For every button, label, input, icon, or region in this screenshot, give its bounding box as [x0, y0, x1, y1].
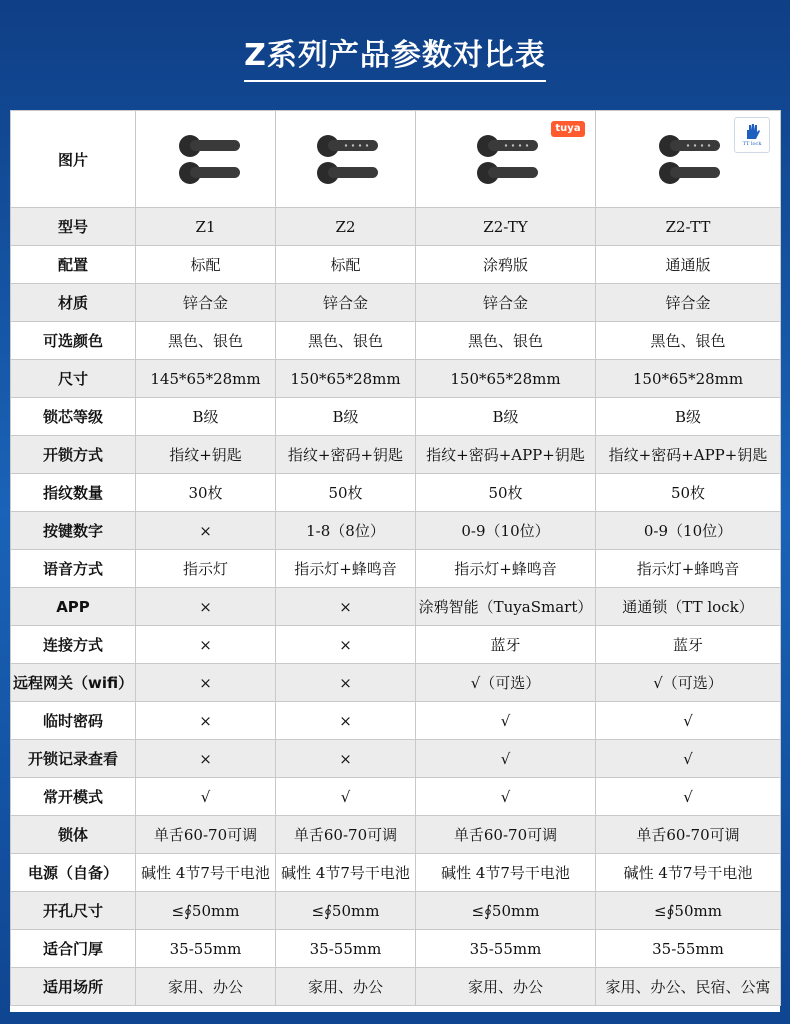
table-cell: × — [276, 740, 416, 778]
table-cell: √ — [596, 702, 781, 740]
row-label: 型号 — [11, 208, 136, 246]
table-cell: 指示灯+蜂鸣音 — [416, 550, 596, 588]
table-row — [11, 968, 781, 1006]
table-row — [11, 702, 781, 740]
row-label: 按键数字 — [11, 512, 136, 550]
table-cell: 150*65*28mm — [596, 360, 781, 398]
table-cell: 指纹+密码+钥匙 — [276, 436, 416, 474]
table-cell: × — [276, 702, 416, 740]
row-label: 电源（自备） — [11, 854, 136, 892]
table-cell: ≤∮50mm — [136, 892, 276, 930]
row-label: 材质 — [11, 284, 136, 322]
table-cell: 通通版 — [596, 246, 781, 284]
table-cell: 锌合金 — [136, 284, 276, 322]
table-cell: × — [136, 740, 276, 778]
table-row — [11, 436, 781, 474]
table-cell: √ — [276, 778, 416, 816]
row-label: APP — [11, 588, 136, 626]
table-row — [11, 816, 781, 854]
row-label: 锁芯等级 — [11, 398, 136, 436]
table-row — [11, 284, 781, 322]
table-cell: 指示灯+蜂鸣音 — [596, 550, 781, 588]
row-label: 临时密码 — [11, 702, 136, 740]
table-cell: 标配 — [276, 246, 416, 284]
table-cell: 通通锁（TT lock） — [596, 588, 781, 626]
table-cell: 指纹+钥匙 — [136, 436, 276, 474]
product-image-z2-tt — [596, 111, 781, 208]
table-cell: 黑色、银色 — [596, 322, 781, 360]
table-row — [11, 854, 781, 892]
table-cell: 35-55mm — [416, 930, 596, 968]
table-cell: × — [276, 588, 416, 626]
lever-handle-keypad-icon — [466, 129, 546, 189]
row-label: 开孔尺寸 — [11, 892, 136, 930]
table-cell: 单舌60-70可调 — [276, 816, 416, 854]
table-cell: 黑色、银色 — [136, 322, 276, 360]
table-cell: 指纹+密码+APP+钥匙 — [596, 436, 781, 474]
table-cell: 碱性 4节7号干电池 — [276, 854, 416, 892]
table-row — [11, 664, 781, 702]
table-row — [11, 892, 781, 930]
table-cell: B级 — [596, 398, 781, 436]
table-cell: √（可选） — [596, 664, 781, 702]
table-row — [11, 626, 781, 664]
table-row — [11, 208, 781, 246]
table-cell: 单舌60-70可调 — [136, 816, 276, 854]
table-cell: 35-55mm — [276, 930, 416, 968]
table-cell: ≤∮50mm — [596, 892, 781, 930]
table-row — [11, 550, 781, 588]
table-cell: 指示灯 — [136, 550, 276, 588]
row-label: 常开模式 — [11, 778, 136, 816]
row-label: 开锁方式 — [11, 436, 136, 474]
table-cell: √ — [416, 740, 596, 778]
comparison-table — [10, 110, 781, 1006]
title-wrap — [0, 30, 790, 82]
tuya-logo-icon: tuya — [551, 121, 585, 137]
product-image-z2 — [276, 111, 416, 208]
table-cell: × — [276, 626, 416, 664]
table-cell: Z1 — [136, 208, 276, 246]
ttlock-logo-icon — [734, 117, 770, 153]
table-cell: Z2 — [276, 208, 416, 246]
table-cell: √ — [416, 778, 596, 816]
table-cell: 35-55mm — [596, 930, 781, 968]
table-cell: 标配 — [136, 246, 276, 284]
row-label: 锁体 — [11, 816, 136, 854]
table-cell: 碱性 4节7号干电池 — [596, 854, 781, 892]
table-cell: × — [136, 626, 276, 664]
table-cell: 涂鸦版 — [416, 246, 596, 284]
table-cell: 黑色、银色 — [276, 322, 416, 360]
table-row — [11, 398, 781, 436]
table-cell: 单舌60-70可调 — [416, 816, 596, 854]
table-cell: 家用、办公 — [136, 968, 276, 1006]
table-cell: Z2-TT — [596, 208, 781, 246]
table-cell: 150*65*28mm — [276, 360, 416, 398]
table-row — [11, 322, 781, 360]
table-cell: B级 — [276, 398, 416, 436]
table-cell: 蓝牙 — [416, 626, 596, 664]
table-cell: 指纹+密码+APP+钥匙 — [416, 436, 596, 474]
table-cell: Z2-TY — [416, 208, 596, 246]
row-label: 适用场所 — [11, 968, 136, 1006]
row-label: 连接方式 — [11, 626, 136, 664]
table-cell: 35-55mm — [136, 930, 276, 968]
table-cell: 锌合金 — [416, 284, 596, 322]
table-cell: 1-8（8位） — [276, 512, 416, 550]
row-label: 可选颜色 — [11, 322, 136, 360]
row-label: 配置 — [11, 246, 136, 284]
row-label: 开锁记录查看 — [11, 740, 136, 778]
table-cell: 30枚 — [136, 474, 276, 512]
table-cell: 50枚 — [416, 474, 596, 512]
table-cell: √（可选） — [416, 664, 596, 702]
table-cell: 50枚 — [276, 474, 416, 512]
product-image-z1 — [136, 111, 276, 208]
table-cell: 单舌60-70可调 — [596, 816, 781, 854]
table-cell: B级 — [416, 398, 596, 436]
lever-handle-icon — [166, 129, 246, 189]
table-row — [11, 740, 781, 778]
table-cell: ≤∮50mm — [276, 892, 416, 930]
table-cell: 蓝牙 — [596, 626, 781, 664]
table-cell: 50枚 — [596, 474, 781, 512]
table-cell: 锌合金 — [276, 284, 416, 322]
table-cell: 0-9（10位） — [416, 512, 596, 550]
lever-handle-keypad-icon — [648, 129, 728, 189]
table-cell: × — [136, 664, 276, 702]
row-label: 适合门厚 — [11, 930, 136, 968]
table-cell: × — [136, 588, 276, 626]
table-cell: 黑色、银色 — [416, 322, 596, 360]
table-cell: 150*65*28mm — [416, 360, 596, 398]
row-label: 语音方式 — [11, 550, 136, 588]
image-row-label: 图片 — [11, 111, 136, 208]
table-cell: √ — [596, 778, 781, 816]
table-row — [11, 246, 781, 284]
table-cell: 锌合金 — [596, 284, 781, 322]
table-cell: 碱性 4节7号干电池 — [416, 854, 596, 892]
table-row — [11, 512, 781, 550]
row-label: 尺寸 — [11, 360, 136, 398]
table-cell: B级 — [136, 398, 276, 436]
lever-handle-keypad-icon — [306, 129, 386, 189]
table-cell: ≤∮50mm — [416, 892, 596, 930]
hand-icon — [742, 121, 762, 141]
table-cell: √ — [136, 778, 276, 816]
product-image-z2-ty — [416, 111, 596, 208]
table-cell: 家用、办公 — [416, 968, 596, 1006]
table-cell: 碱性 4节7号干电池 — [136, 854, 276, 892]
table-cell: × — [136, 512, 276, 550]
table-cell: √ — [416, 702, 596, 740]
ttlock-logo-text: TT lock — [742, 141, 762, 147]
table-row — [11, 930, 781, 968]
table-row — [11, 588, 781, 626]
table-cell: × — [276, 664, 416, 702]
table-cell: × — [136, 702, 276, 740]
table-row — [11, 360, 781, 398]
table-cell: 指示灯+蜂鸣音 — [276, 550, 416, 588]
row-label: 远程网关（wifi） — [11, 664, 136, 702]
comparison-panel — [10, 110, 780, 1012]
table-cell: 家用、办公、民宿、公寓 — [596, 968, 781, 1006]
table-row — [11, 474, 781, 512]
table-cell: √ — [596, 740, 781, 778]
page-title: Z系列产品参数对比表 — [244, 30, 546, 82]
table-cell: 145*65*28mm — [136, 360, 276, 398]
table-cell: 0-9（10位） — [596, 512, 781, 550]
table-cell: 涂鸦智能（TuyaSmart） — [416, 588, 596, 626]
table-cell: 家用、办公 — [276, 968, 416, 1006]
row-label: 指纹数量 — [11, 474, 136, 512]
image-row — [11, 111, 781, 208]
table-row — [11, 778, 781, 816]
